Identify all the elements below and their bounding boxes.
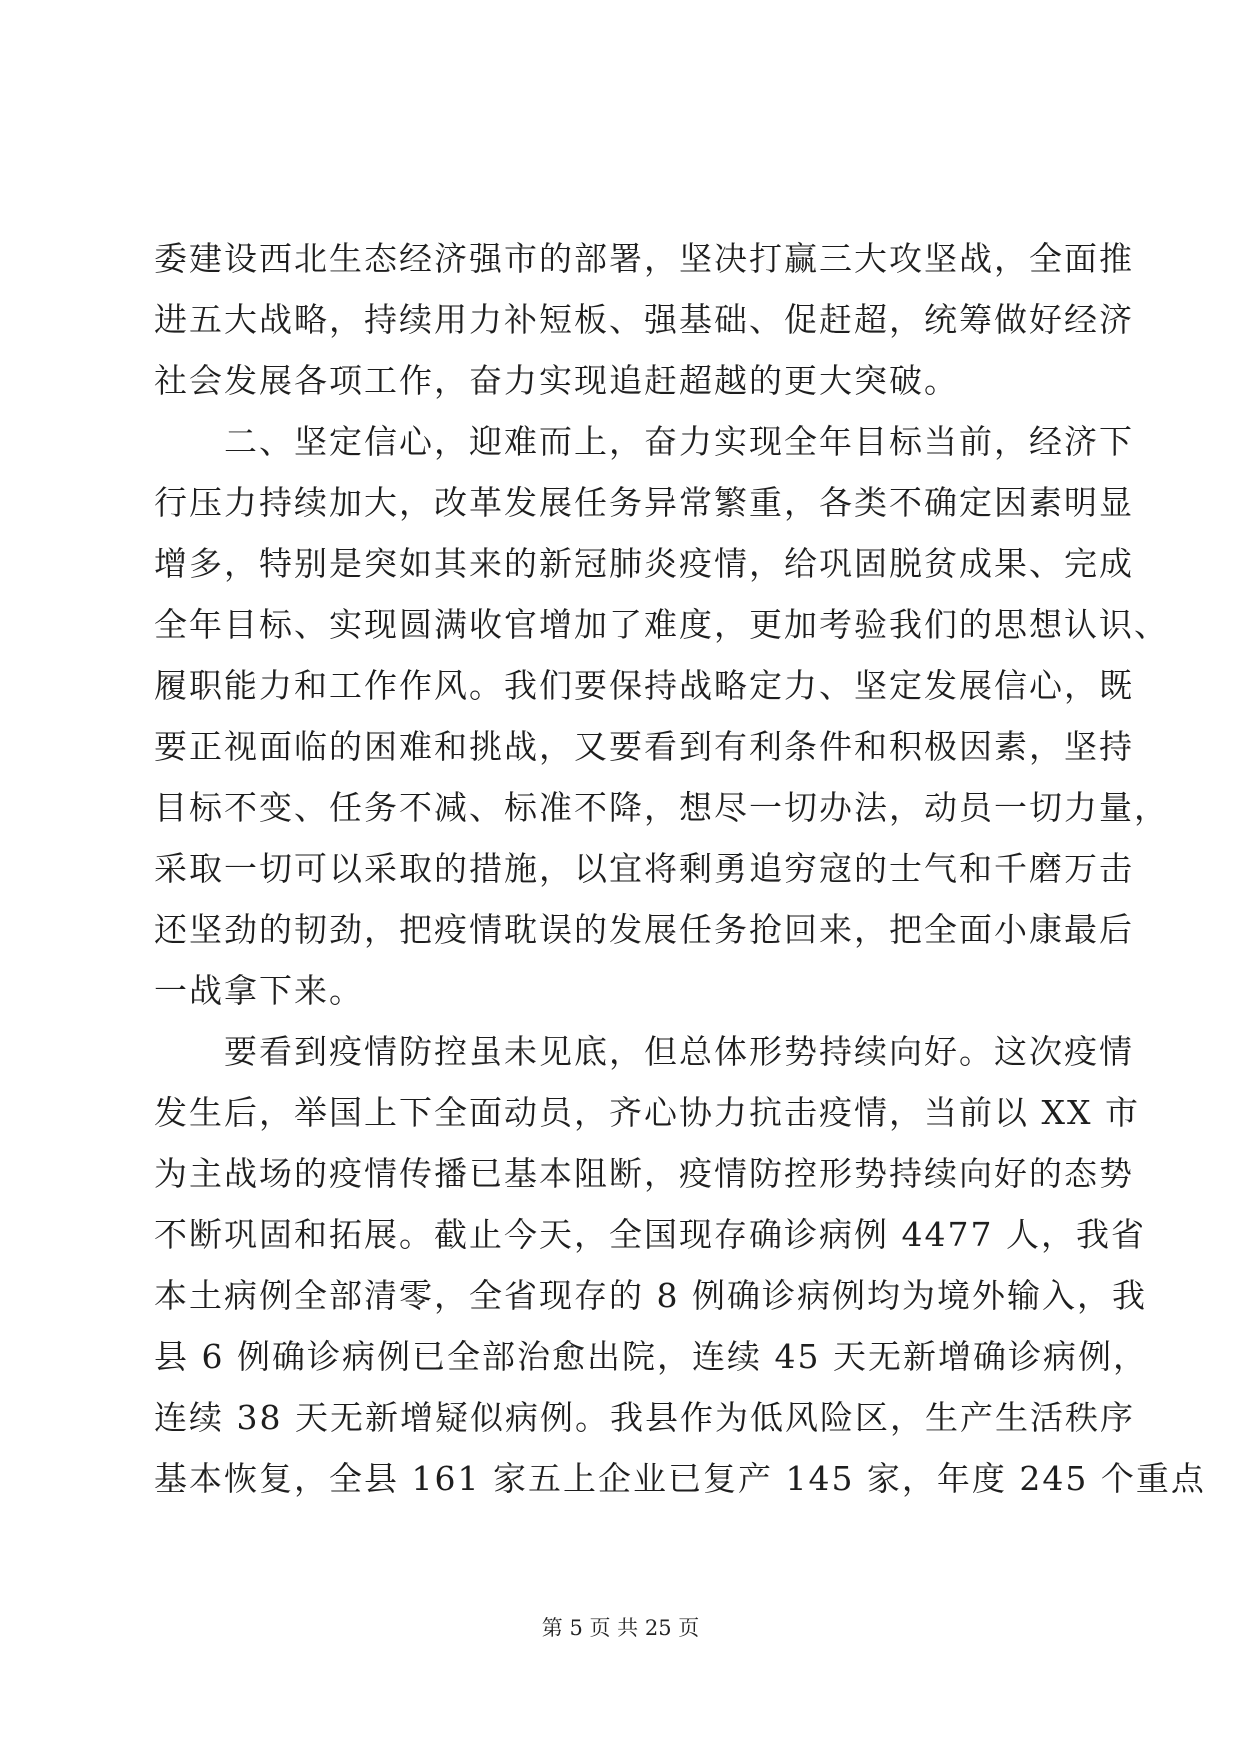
body-text: [154, 228, 1206, 1509]
page-number-footer: 第 5 页 共 25 页: [541, 1616, 700, 1640]
text-line: 目标不变、任务不减、标准不降，想尽一切办法，动员一切力量，: [154, 788, 1169, 827]
text-line: 本土病例全部清零，全省现存的 8 例确诊病例均为境外输入，我: [154, 1276, 1147, 1315]
text-line: 二、坚定信心，迎难而上，奋力实现全年目标当前，经济下: [224, 422, 1134, 461]
text-line: 委建设西北生态经济强市的部署，坚决打赢三大攻坚战，全面推: [154, 239, 1134, 278]
text-line: 采取一切可以采取的措施，以宜将剩勇追穷寇的士气和千磨万击: [154, 849, 1134, 888]
text-line: 增多，特别是突如其来的新冠肺炎疫情，给巩固脱贫成果、完成: [154, 544, 1134, 583]
text-line: 社会发展各项工作，奋力实现追赶超越的更大突破。: [154, 361, 959, 400]
text-line: 还坚劲的韧劲，把疫情耽误的发展任务抢回来，把全面小康最后: [154, 910, 1134, 949]
text-line: 县 6 例确诊病例已全部治愈出院，连续 45 天无新增确诊病例，: [154, 1337, 1148, 1376]
text-line: 为主战场的疫情传播已基本阻断，疫情防控形势持续向好的态势: [154, 1154, 1134, 1193]
text-line: 全年目标、实现圆满收官增加了难度，更加考验我们的思想认识、: [154, 605, 1169, 644]
text-line: 一战拿下来。: [154, 971, 364, 1010]
text-line: 基本恢复，全县 161 家五上企业已复产 145 家，年度 245 个重点: [154, 1459, 1206, 1498]
text-line: 要看到疫情防控虽未见底，但总体形势持续向好。这次疫情: [224, 1032, 1134, 1071]
text-line: 发生后，举国上下全面动员，齐心协力抗击疫情，当前以 XX 市: [154, 1093, 1140, 1132]
text-line: 要正视面临的困难和挑战，又要看到有利条件和积极因素，坚持: [154, 727, 1134, 766]
text-line: 不断巩固和拓展。截止今天，全国现存确诊病例 4477 人，我省: [154, 1215, 1146, 1254]
text-line: 连续 38 天无新增疑似病例。我县作为低风险区，生产生活秩序: [154, 1398, 1135, 1437]
text-line: 进五大战略，持续用力补短板、强基础、促赶超，统筹做好经济: [154, 300, 1134, 339]
text-line: 履职能力和工作作风。我们要保持战略定力、坚定发展信心，既: [154, 666, 1134, 705]
text-line: 行压力持续加大，改革发展任务异常繁重，各类不确定因素明显: [154, 483, 1134, 522]
